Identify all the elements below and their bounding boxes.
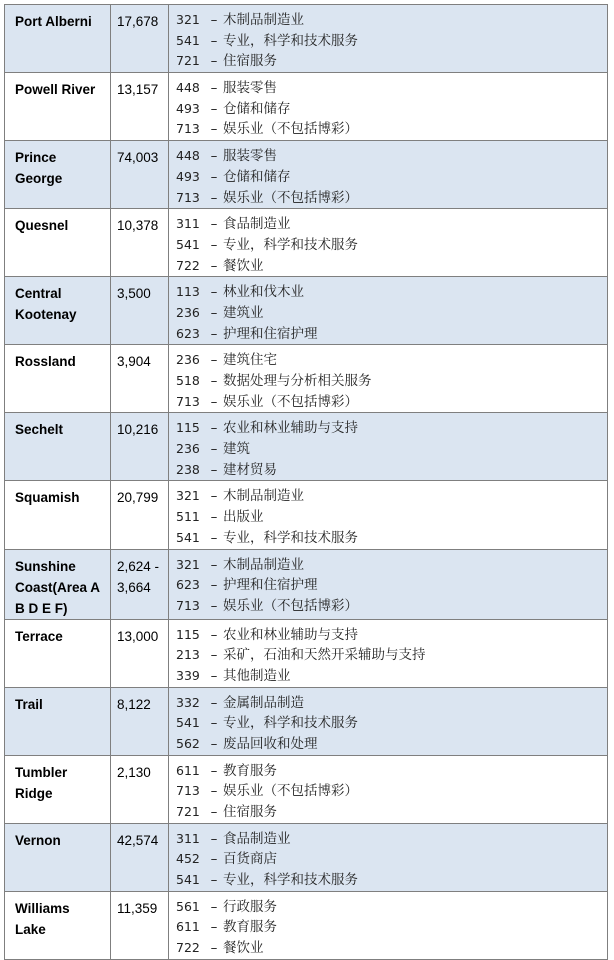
industry-item — [176, 507, 607, 528]
industry-item — [176, 575, 607, 596]
industry-item — [176, 829, 607, 850]
industry-name: 专业，科学和技术服务 — [223, 715, 358, 732]
separator-dash: – — [210, 148, 218, 165]
industry-item — [176, 439, 607, 460]
separator-dash: – — [210, 783, 218, 800]
naics-code: 511 — [176, 509, 200, 525]
naics-code: 448 — [176, 80, 200, 96]
city-name: Quesnel — [5, 209, 111, 277]
naics-code: 713 — [176, 189, 200, 205]
separator-dash: – — [210, 667, 218, 684]
industry-name: 行政服务 — [223, 898, 277, 915]
industry-name: 护理和住宿护理 — [223, 325, 318, 342]
naics-code: 541 — [176, 236, 200, 252]
naics-code: 311 — [176, 830, 200, 846]
naics-code: 113 — [176, 284, 200, 300]
industry-name: 专业，科学和技术服务 — [223, 529, 358, 546]
separator-dash: – — [210, 257, 218, 274]
separator-dash: – — [210, 393, 218, 410]
population: 3,500 — [111, 277, 169, 345]
naics-code: 321 — [176, 488, 200, 504]
city-name: Tumbler Ridge — [5, 755, 111, 823]
separator-dash: – — [210, 509, 218, 526]
industry-list — [169, 549, 608, 619]
naics-code: 238 — [176, 461, 200, 477]
industry-name: 建材贸易 — [223, 461, 277, 478]
industry-list — [169, 891, 608, 959]
naics-code: 493 — [176, 168, 200, 184]
city-name: Rossland — [5, 345, 111, 413]
naics-code: 713 — [176, 393, 200, 409]
separator-dash: – — [210, 304, 218, 321]
separator-dash: – — [210, 80, 218, 97]
separator-dash: – — [210, 420, 218, 437]
naics-code: 722 — [176, 257, 200, 273]
industry-name: 娱乐业（不包括博彩） — [223, 189, 358, 206]
separator-dash: – — [210, 804, 218, 820]
industry-name: 教育服务 — [223, 919, 277, 936]
industry-item — [176, 666, 607, 687]
separator-dash: – — [210, 872, 218, 889]
industry-list — [169, 823, 608, 891]
separator-dash: – — [210, 461, 218, 478]
industry-item — [176, 303, 607, 324]
industry-name: 食品制造业 — [223, 830, 291, 847]
industry-name: 服装零售 — [223, 80, 277, 97]
separator-dash: – — [210, 851, 218, 868]
industry-name: 娱乐业（不包括博彩） — [223, 597, 358, 614]
industry-item — [176, 119, 607, 140]
population: 13,157 — [111, 73, 169, 141]
industry-item — [176, 214, 607, 235]
industry-item — [176, 282, 607, 303]
industry-table — [4, 4, 608, 960]
population: 3,904 — [111, 345, 169, 413]
industry-name: 专业，科学和技术服务 — [223, 236, 358, 253]
city-name: Trail — [5, 687, 111, 755]
separator-dash: – — [210, 577, 218, 594]
industry-name: 娱乐业（不包括博彩） — [223, 783, 358, 800]
industry-name: 木制品制造业 — [223, 556, 304, 573]
naics-code: 541 — [176, 872, 200, 888]
industry-name: 住宿服务 — [223, 804, 277, 820]
separator-dash: – — [210, 715, 218, 732]
table-row — [5, 277, 608, 345]
naics-code: 611 — [176, 919, 200, 935]
naics-code: 115 — [176, 626, 200, 642]
separator-dash: – — [210, 597, 218, 614]
industry-item — [176, 802, 607, 823]
table-row — [5, 823, 608, 891]
industry-name: 服装零售 — [223, 148, 277, 165]
city-name: Powell River — [5, 73, 111, 141]
industry-name: 废品回收和处理 — [223, 735, 318, 752]
naics-code: 321 — [176, 12, 200, 27]
table-row — [5, 413, 608, 481]
industry-list — [169, 687, 608, 755]
industry-name: 其他制造业 — [223, 667, 291, 684]
separator-dash: – — [210, 325, 218, 342]
industry-name: 教育服务 — [223, 762, 277, 779]
separator-dash: – — [210, 919, 218, 936]
industry-name: 金属制品制造 — [223, 694, 304, 711]
industry-name: 木制品制造业 — [223, 488, 304, 505]
separator-dash: – — [210, 53, 218, 70]
naics-code: 713 — [176, 783, 200, 799]
separator-dash: – — [210, 647, 218, 664]
population: 2,130 — [111, 755, 169, 823]
industry-item — [176, 146, 607, 167]
table-row — [5, 209, 608, 277]
population: 11,359 — [111, 891, 169, 959]
industry-item — [176, 256, 607, 277]
separator-dash: – — [210, 441, 218, 458]
industry-name: 娱乐业（不包括博彩） — [223, 121, 358, 138]
industry-name: 专业，科学和技术服务 — [223, 872, 358, 889]
city-name: Terrace — [5, 619, 111, 687]
industry-list — [169, 345, 608, 413]
industry-item — [176, 188, 607, 209]
table-row — [5, 619, 608, 687]
population: 10,216 — [111, 413, 169, 481]
population: 8,122 — [111, 687, 169, 755]
industry-item — [176, 781, 607, 802]
separator-dash: – — [210, 735, 218, 752]
industry-item — [176, 418, 607, 439]
population: 10,378 — [111, 209, 169, 277]
naics-code: 311 — [176, 216, 200, 232]
naics-code: 236 — [176, 352, 200, 368]
naics-code: 213 — [176, 647, 200, 663]
industry-list — [169, 73, 608, 141]
industry-item — [176, 31, 607, 52]
industry-item — [176, 713, 607, 734]
naics-code: 611 — [176, 762, 200, 778]
table-row — [5, 5, 608, 73]
separator-dash: – — [210, 284, 218, 301]
naics-code: 722 — [176, 940, 200, 956]
naics-code: 721 — [176, 53, 200, 69]
industry-name: 数据处理与分析相关服务 — [223, 373, 372, 389]
naics-code: 236 — [176, 304, 200, 320]
industry-item — [176, 528, 607, 549]
industry-list — [169, 755, 608, 823]
industry-list — [169, 481, 608, 549]
separator-dash: – — [210, 12, 218, 28]
industry-item — [176, 10, 607, 31]
industry-list — [169, 5, 608, 73]
city-name: Sunshine Coast(Area A B D E F) — [5, 549, 111, 619]
industry-name: 食品制造业 — [223, 216, 291, 233]
industry-list — [169, 277, 608, 345]
city-name: Prince George — [5, 141, 111, 209]
industry-name: 专业，科学和技术服务 — [223, 32, 358, 49]
separator-dash: – — [210, 373, 218, 389]
separator-dash: – — [210, 121, 218, 138]
industry-list — [169, 141, 608, 209]
separator-dash: – — [210, 626, 218, 643]
naics-code: 713 — [176, 121, 200, 137]
industry-item — [176, 734, 607, 755]
industry-item — [176, 693, 607, 714]
naics-code: 115 — [176, 420, 200, 436]
naics-code: 452 — [176, 851, 200, 867]
industry-item — [176, 324, 607, 345]
separator-dash: – — [210, 898, 218, 915]
separator-dash: – — [210, 189, 218, 206]
naics-code: 623 — [176, 325, 200, 341]
industry-item — [176, 486, 607, 507]
table-row — [5, 755, 608, 823]
industry-item — [176, 938, 607, 959]
industry-item — [176, 849, 607, 870]
industry-item — [176, 596, 607, 617]
separator-dash: – — [210, 352, 218, 369]
population: 74,003 — [111, 141, 169, 209]
separator-dash: – — [210, 236, 218, 253]
industry-name: 木制品制造业 — [223, 12, 304, 28]
naics-code: 493 — [176, 100, 200, 116]
industry-name: 农业和林业辅助与支持 — [223, 420, 358, 437]
naics-code: 541 — [176, 715, 200, 731]
naics-code: 332 — [176, 694, 200, 710]
separator-dash: – — [210, 488, 218, 505]
population: 20,799 — [111, 481, 169, 549]
industry-name: 林业和伐木业 — [223, 284, 304, 301]
naics-code: 623 — [176, 577, 200, 593]
table-row — [5, 345, 608, 413]
population: 13,000 — [111, 619, 169, 687]
naics-code: 561 — [176, 898, 200, 914]
industry-list — [169, 209, 608, 277]
city-name: Sechelt — [5, 413, 111, 481]
separator-dash: – — [210, 830, 218, 847]
naics-code: 321 — [176, 556, 200, 572]
industry-name: 护理和住宿护理 — [223, 577, 318, 594]
table-row — [5, 73, 608, 141]
industry-item — [176, 625, 607, 646]
table-row — [5, 891, 608, 959]
separator-dash: – — [210, 694, 218, 711]
industry-list — [169, 413, 608, 481]
industry-name: 出版业 — [223, 509, 264, 526]
industry-name: 百货商店 — [223, 851, 277, 868]
industry-name: 建筑业 — [223, 304, 264, 321]
naics-code: 541 — [176, 529, 200, 545]
industry-item — [176, 392, 607, 413]
separator-dash: – — [210, 32, 218, 49]
industry-name: 建筑住宅 — [223, 352, 277, 369]
table-row — [5, 481, 608, 549]
industry-item — [176, 645, 607, 666]
population: 42,574 — [111, 823, 169, 891]
naics-code: 562 — [176, 735, 200, 751]
industry-item — [176, 555, 607, 576]
separator-dash: – — [210, 529, 218, 546]
industry-item — [176, 51, 607, 72]
table-row — [5, 687, 608, 755]
industry-name: 娱乐业（不包括博彩） — [223, 393, 358, 410]
separator-dash: – — [210, 762, 218, 779]
population: 17,678 — [111, 5, 169, 73]
naics-code: 721 — [176, 804, 200, 819]
industry-item — [176, 460, 607, 481]
naics-code: 339 — [176, 667, 200, 683]
separator-dash: – — [210, 168, 218, 185]
separator-dash: – — [210, 940, 218, 957]
naics-code: 713 — [176, 597, 200, 613]
city-name: Central Kootenay — [5, 277, 111, 345]
industry-name: 仓储和储存 — [223, 168, 291, 185]
industry-item — [176, 761, 607, 782]
industry-item — [176, 167, 607, 188]
city-name: Squamish — [5, 481, 111, 549]
industry-item — [176, 917, 607, 938]
table-row — [5, 141, 608, 209]
city-name: Port Alberni — [5, 5, 111, 73]
industry-item — [176, 99, 607, 120]
industry-item — [176, 235, 607, 256]
naics-code: 518 — [176, 373, 200, 388]
naics-code: 541 — [176, 32, 200, 48]
industry-name: 餐饮业 — [223, 940, 264, 957]
separator-dash: – — [210, 556, 218, 573]
separator-dash: – — [210, 216, 218, 233]
industry-name: 建筑 — [223, 441, 250, 458]
separator-dash: – — [210, 100, 218, 117]
city-name: Williams Lake — [5, 891, 111, 959]
naics-code: 236 — [176, 441, 200, 457]
industry-list — [169, 619, 608, 687]
industry-item — [176, 78, 607, 99]
population: 2,624 - 3,664 — [111, 549, 169, 619]
city-name: Vernon — [5, 823, 111, 891]
table-row — [5, 549, 608, 619]
industry-name: 住宿服务 — [223, 53, 277, 70]
industry-name: 农业和林业辅助与支持 — [223, 626, 358, 643]
industry-item — [176, 870, 607, 891]
industry-item — [176, 350, 607, 371]
industry-item — [176, 371, 607, 392]
industry-name: 仓储和储存 — [223, 100, 291, 117]
industry-name: 餐饮业 — [223, 257, 264, 274]
industry-name: 采矿，石油和天然开采辅助与支持 — [223, 647, 426, 664]
naics-code: 448 — [176, 148, 200, 164]
